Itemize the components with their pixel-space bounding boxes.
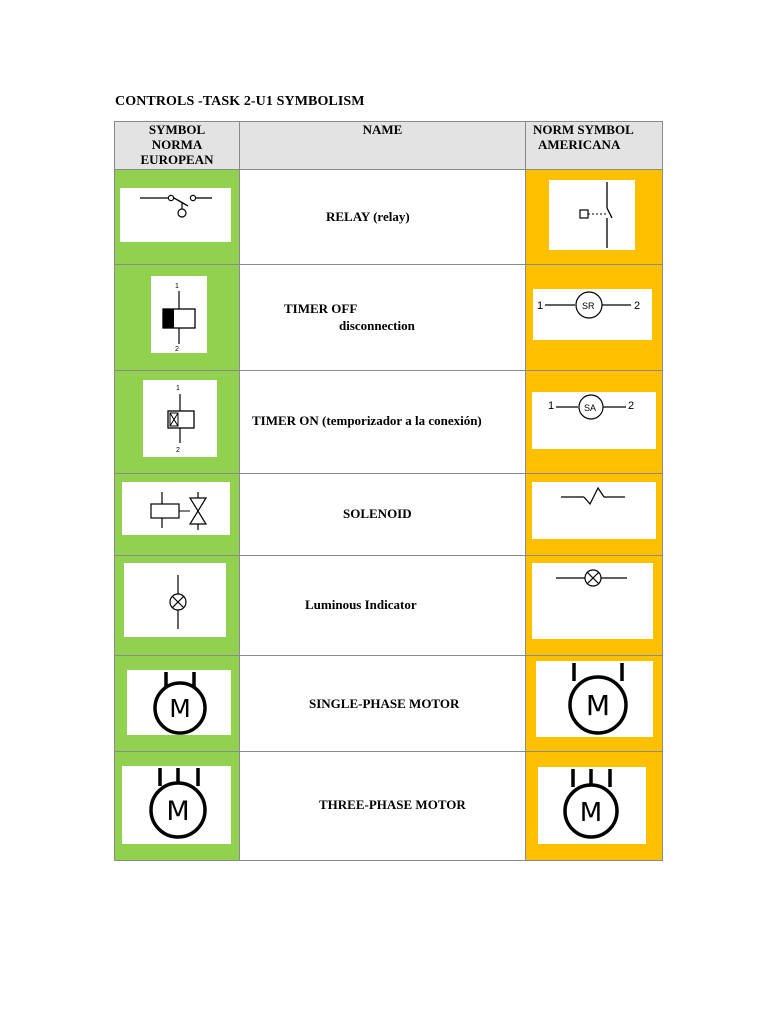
american-symbol-cell: [526, 474, 663, 556]
terminal-2-label: 2: [176, 447, 180, 454]
solenoid-valve-symbol: [122, 482, 230, 535]
row-name-luminous-indicator: Luminous Indicator: [305, 597, 417, 612]
three-phase-motor-symbol: [122, 766, 231, 844]
name-cell: [240, 556, 526, 656]
table-row-solenoid: [115, 474, 663, 556]
table-row-luminous-indicator: [115, 556, 663, 656]
name-cell: [240, 752, 526, 861]
motor-letter: M: [166, 796, 190, 827]
timer-off-coil-symbol: [151, 276, 207, 353]
terminal-1-label: 1: [548, 400, 555, 412]
american-symbol-cell: [526, 170, 663, 265]
relay-contact-us-symbol: [549, 180, 635, 250]
header-european-line3: EUROPEAN: [140, 152, 214, 167]
sr-label: SR: [582, 301, 595, 311]
sa-label: SA: [584, 403, 597, 413]
terminal-2-label: 2: [628, 400, 635, 412]
row-name-timer-on: TIMER ON (temporizador a la conexión): [252, 413, 482, 428]
motor-letter: M: [579, 798, 603, 828]
table-header-row: [115, 122, 663, 170]
solenoid-us-symbol: [532, 482, 656, 539]
row-name-relay: RELAY (relay): [326, 209, 410, 224]
terminal-1-label: 1: [175, 283, 179, 290]
american-symbol-cell: [526, 752, 663, 861]
header-european-line2: NORMA: [151, 137, 203, 152]
name-cell: [240, 170, 526, 265]
terminal-1-label: 1: [176, 385, 180, 392]
three-phase-motor-us-symbol: [538, 767, 646, 844]
european-symbol-cell: [115, 371, 240, 474]
terminal-1-label: 1: [537, 300, 544, 312]
lamp-horizontal-symbol: [532, 563, 653, 639]
table-row-timer-on: [115, 371, 663, 474]
header-european: [115, 122, 240, 170]
row-name-timer-off-line2: disconnection: [339, 318, 415, 333]
name-cell: [240, 474, 526, 556]
table-row-three-phase-motor: [115, 752, 663, 861]
lamp-vertical-symbol: [124, 563, 226, 637]
symbol-table: [114, 121, 663, 861]
sa-timer-symbol: [532, 392, 656, 449]
document-title: CONTROLS -TASK 2-U1 SYMBOLISM: [115, 94, 365, 109]
european-symbol-cell: [115, 556, 240, 656]
name-cell: [240, 371, 526, 474]
row-name-three-phase-motor: THREE-PHASE MOTOR: [319, 797, 466, 812]
european-symbol-cell: [115, 265, 240, 371]
header-american-line1: NORM SYMBOL: [533, 122, 634, 137]
name-cell: [240, 265, 526, 371]
row-name-timer-off-line1: TIMER OFF: [284, 301, 358, 316]
terminal-2-label: 2: [634, 300, 641, 312]
european-symbol-cell: [115, 170, 240, 265]
single-phase-motor-us-symbol: [536, 661, 653, 737]
european-symbol-cell: [115, 656, 240, 752]
single-phase-motor-symbol: [127, 670, 231, 735]
header-american-line2: AMERICANA: [538, 137, 621, 152]
american-symbol-cell: [526, 265, 663, 371]
timer-on-coil-symbol: [143, 380, 217, 457]
european-symbol-cell: [115, 474, 240, 556]
terminal-2-label: 2: [175, 346, 179, 353]
motor-letter: M: [585, 689, 611, 722]
table-row-relay: [115, 170, 663, 265]
american-symbol-cell: [526, 656, 663, 752]
row-name-solenoid: SOLENOID: [343, 506, 412, 521]
table-row-timer-off: [115, 265, 663, 371]
motor-letter: M: [169, 694, 191, 723]
header-name: [240, 122, 526, 170]
table-row-single-phase-motor: [115, 656, 663, 752]
header-american: [526, 122, 663, 170]
european-symbol-cell: [115, 752, 240, 861]
name-cell: [240, 656, 526, 752]
header-name-label: NAME: [362, 122, 403, 137]
american-symbol-cell: [526, 371, 663, 474]
relay-contact-symbol: [120, 188, 231, 242]
row-name-single-phase-motor: SINGLE-PHASE MOTOR: [309, 696, 460, 711]
sr-timer-symbol: [533, 289, 652, 340]
american-symbol-cell: [526, 556, 663, 656]
header-european-line1: SYMBOL: [148, 122, 206, 137]
